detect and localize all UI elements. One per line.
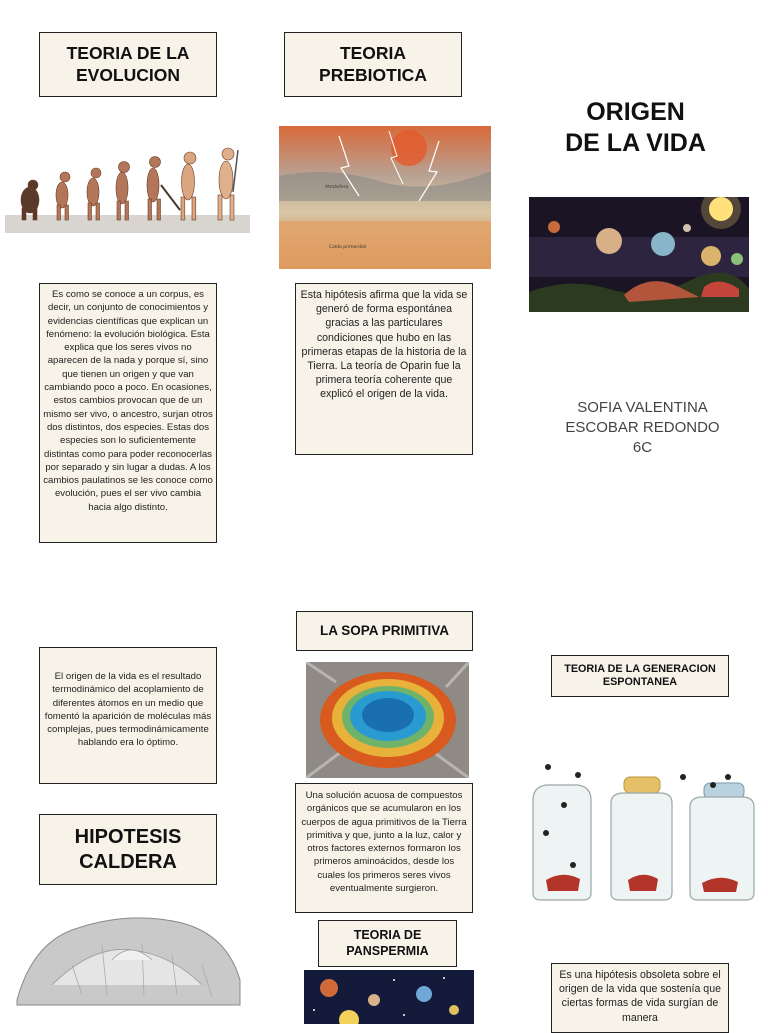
evolucion-description: Es como se conoce a un corpus, es decir, un conjunto de conocimientos y evidencias científicas que explican un fenómeno: la evolución biológica. Esta explica que los seres vivos no aparecen de la nada y porque sí, sino que tienen un origen y que van cambiando poco a poco. En ocasiones, estos cambios provocan que de un mismo ser vivo, o ancestro, surjan otros dos distintos, dos especies. Estas dos especies son lo suficientemente distintas como para poder reconocerlas por separado y sin lugar a dudas. A los cambios paulatinos se les conoce como evolución, pues el ser vivo cambia hacia algo distinto. (43, 289, 213, 513)
panspermia-space-image (304, 970, 474, 1024)
sopa-description: Una solución acuosa de compuestos orgánicos que se acumularon en los cuerpos de agua primitivos de la Tierra primitiva y que, junto a la luz, calor y otros factores externos formaron los primeros aminoácidos, desde los cuales los primeros seres vivos eventualmente surgieron. (301, 790, 467, 895)
primordial-soup-label: Caldo primordial (329, 245, 367, 250)
caldera-title: HIPOTESIS CALDERA (74, 825, 182, 873)
generacion-title: TEORIA DE LA GENERACION ESPONTANEA (564, 662, 716, 688)
prebiotica-title-box (284, 32, 462, 97)
caldera-title-box (39, 814, 217, 885)
sopa-title: LA SOPA PRIMITIVA (319, 622, 449, 638)
prebiotica-description-box (295, 283, 473, 455)
page-title (528, 97, 743, 159)
evolution-image (5, 130, 250, 235)
spontaneous-generation-jars-image (528, 755, 756, 905)
panspermia-title-box (318, 920, 457, 967)
author-name-text: SOFIA VALENTINA ESCOBAR REDONDO 6C (565, 399, 720, 456)
termo-description: El origen de la vida es el resultado termodinámico del acoplamiento de diferentes átomos en un medio que fomentó la aparición de moléculas más complejas, pues termodinámicamente hablando era lo óptimo. (44, 671, 212, 749)
evolucion-description-box (39, 283, 217, 543)
prebiotica-description: Esta hipótesis afirma que la vida se generó de forma espontánea gracias a las particulares condiciones que hubo en las primeras etapas de la historia de la Tierra. La teoría de Oparin fue la primera teoría coherente que explicó el origen de la vida. (300, 289, 468, 401)
solar-system-image (529, 197, 749, 312)
atmosphere-label: Atmósfera (325, 185, 349, 190)
prebiotic-earth-image (279, 126, 491, 269)
hot-spring-image (306, 662, 469, 778)
prebiotica-title: TEORIA PREBIOTICA (319, 42, 427, 85)
caldera-terrain-image (12, 905, 244, 1015)
panspermia-title: TEORIA DE PANSPERMIA (346, 927, 429, 958)
author-name (545, 398, 740, 458)
evolucion-title-box (39, 32, 217, 97)
generacion-title-box (551, 655, 729, 697)
generacion-description: Es una hipótesis obsoleta sobre el origen de la vida que sostenía que ciertas formas de vida surgían de manera (559, 969, 721, 1024)
evolucion-title: TEORIA DE LA EVOLUCION (66, 42, 190, 85)
sopa-title-box (296, 611, 473, 651)
page-title-text: ORIGEN DE LA VIDA (565, 98, 706, 157)
sopa-description-box (295, 783, 473, 913)
termo-description-box (39, 647, 217, 784)
generacion-description-box (551, 963, 729, 1033)
